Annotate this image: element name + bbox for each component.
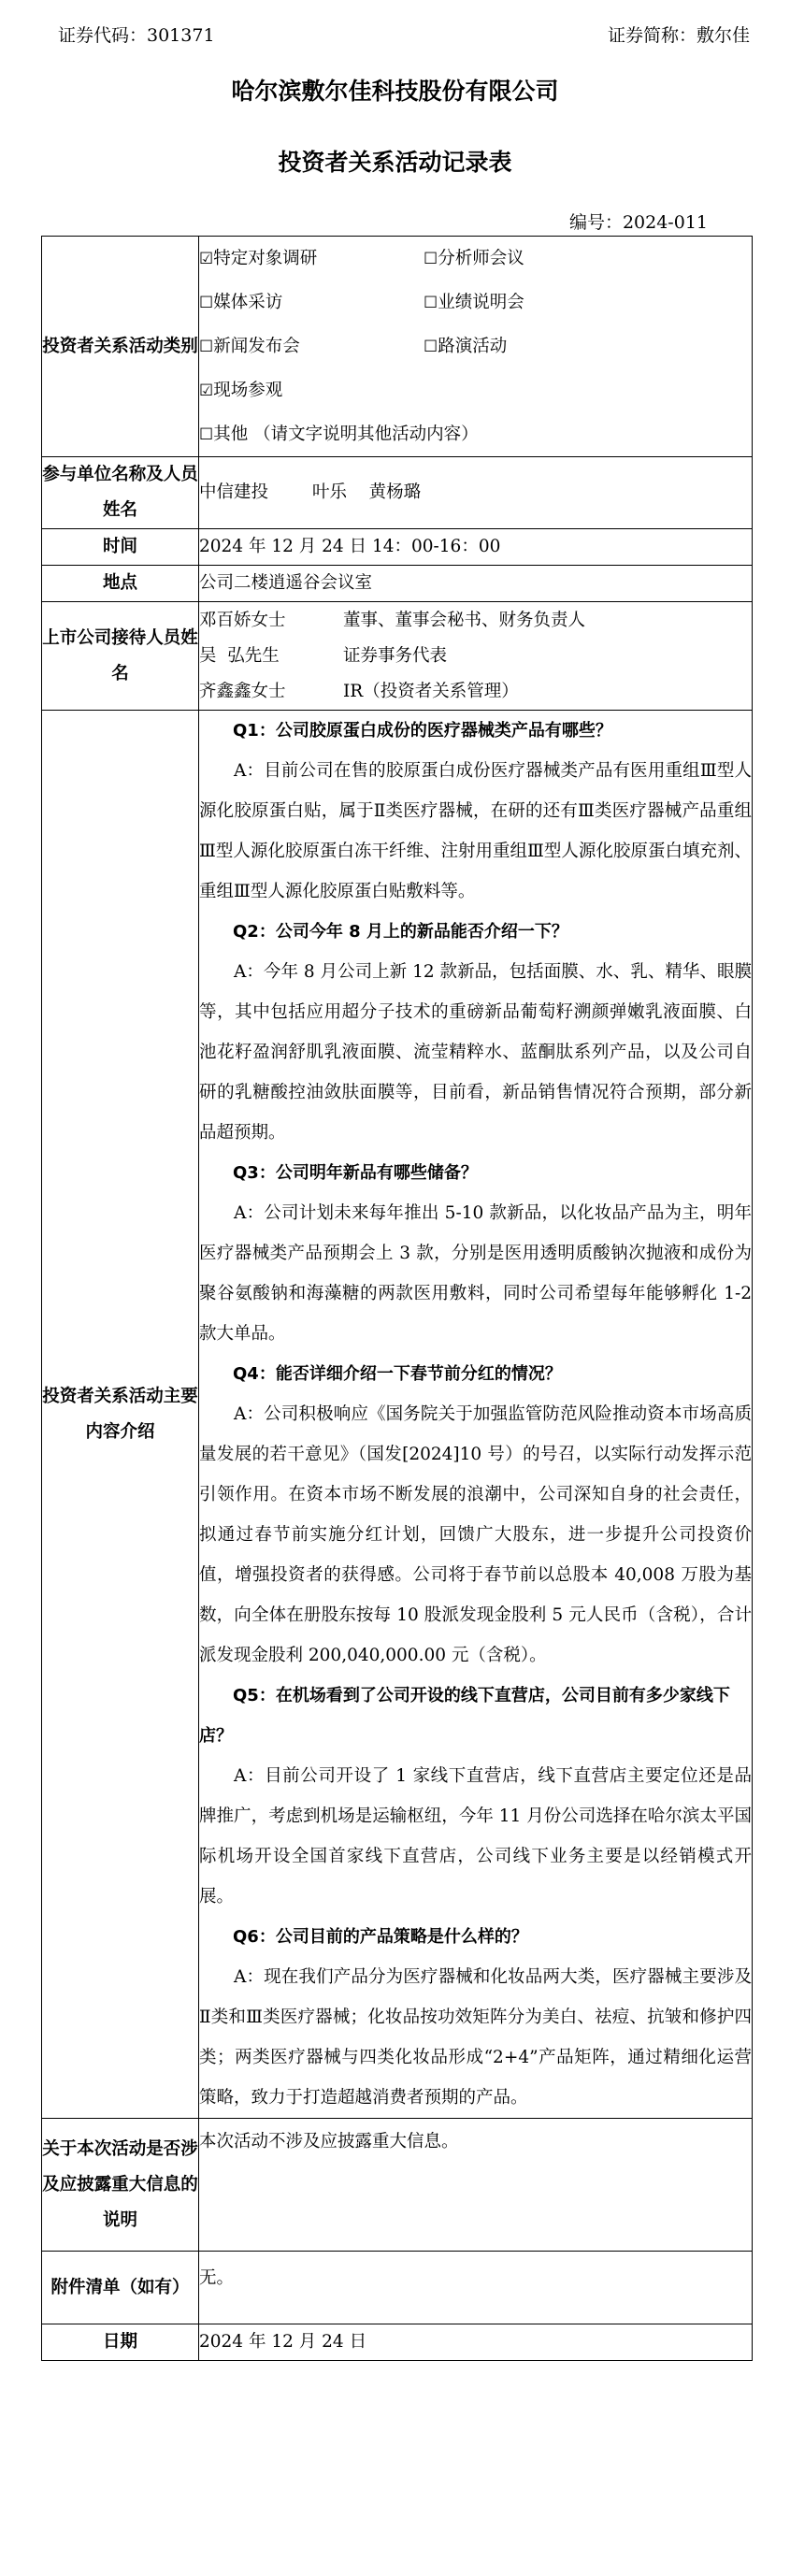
- question: Q5：在机场看到了公司开设的线下直营店，公司目前有多少家线下店？: [199, 1686, 730, 1746]
- label-participants: 参与单位名称及人员姓名: [42, 457, 199, 529]
- time-value: 2024 年 12 月 24 日 14：00-16：00: [199, 529, 753, 566]
- checked-box-icon: ☑: [199, 381, 214, 400]
- category-option: [199, 281, 424, 324]
- stock-abbreviation: 证券简称：敷尔佳: [607, 25, 750, 46]
- unchecked-box-icon: ☐: [199, 338, 214, 356]
- label-time: 时间: [42, 529, 199, 566]
- answer: A：公司积极响应《国务院关于加强监管防范风险推动资本市场高质量发展的若干意见》（国发[2024]10 号）的号召，以实际行动发挥示范引领作用。在资本市场不断发展的浪潮中，公司深知自身的社会责任，拟通过春节前实施分红计划，回馈广大股东，进一步提升公司投资价值，增强投资者的获得感。公司将于春节前以总股本 40,008 万股为基数，向全体在册股东按每 10 股派发现金股利 5 元人民币（含税），合计派发现金股利 200,040,000.00 元（含税）。: [199, 1404, 752, 1665]
- record-table: [41, 236, 753, 2361]
- unchecked-box-icon: ☐: [199, 425, 214, 444]
- answer: A：现在我们产品分为医疗器械和化妆品两大类，医疗器械主要涉及Ⅱ类和Ⅲ类医疗器械；化妆品按功效矩阵分为美白、祛痘、抗皱和修护四类；两类医疗器械与四类化妆品形成“2+4”产品矩阵，通过精细化运营策略，致力于打造超越消费者预期的产品。: [199, 1967, 752, 2108]
- attachments-value: 无。: [199, 2252, 753, 2324]
- question: Q2：公司今年 8 月上的新品能否介绍一下？: [233, 922, 568, 942]
- participants-text: 中信建投 叶乐 黄杨璐: [199, 482, 422, 502]
- answer: A：目前公司在售的胶原蛋白成份医疗器械类产品有医用重组Ⅲ型人源化胶原蛋白贴，属于Ⅱ类医疗器械，在研的还有Ⅲ类医疗器械产品重组Ⅲ型人源化胶原蛋白冻干纤维、注射用重组Ⅲ型人源化胶原蛋白填充剂、重组Ⅲ型人源化胶原蛋白贴敷料等。: [199, 761, 752, 901]
- checked-box-icon: ☑: [199, 250, 214, 268]
- category-option: [199, 412, 741, 456]
- unchecked-box-icon: ☐: [424, 250, 438, 268]
- answer: A：目前公司开设了 1 家线下直营店，线下直营店主要定位还是品牌推广，考虑到机场是运输枢纽，今年 11 月份公司选择在哈尔滨太平国际机场开设全国首家线下直营店，公司线下业务主要是以经销模式开展。: [199, 1766, 752, 1907]
- document-header: [58, 17, 750, 54]
- date-value: 2024 年 12 月 24 日: [199, 2324, 753, 2361]
- row-time: [42, 529, 753, 566]
- receptionist-row: [199, 603, 752, 639]
- receptionist-row: [199, 674, 752, 710]
- serial-number: 编号：2024-011: [568, 212, 708, 233]
- row-attachments: [42, 2252, 753, 2324]
- unchecked-box-icon: ☐: [424, 338, 438, 356]
- receptionist-name: 邓百娇女士: [199, 610, 286, 630]
- row-content: [42, 711, 753, 2119]
- label-receptionists: 上市公司接待人员姓名: [42, 602, 199, 711]
- receptionist-row: [199, 639, 752, 674]
- category-option: [424, 281, 741, 324]
- receptionist-role: IR（投资者关系管理）: [343, 681, 519, 701]
- row-receptionists: [42, 602, 753, 711]
- row-date: [42, 2324, 753, 2361]
- label-location: 地点: [42, 566, 199, 602]
- receptionist-name: 吴 弘先生: [199, 645, 280, 666]
- qa-content: [199, 711, 753, 2119]
- category-option-label: 新闻发布会: [213, 337, 300, 356]
- label-content: 投资者关系活动主要内容介绍: [42, 711, 199, 2119]
- question: Q3：公司明年新品有哪些储备？: [233, 1163, 478, 1183]
- question: Q6：公司目前的产品策略是什么样的？: [233, 1927, 528, 1947]
- company-name: 哈尔滨敷尔佳科技股份有限公司: [231, 78, 559, 105]
- category-option-label: 媒体采访: [213, 293, 283, 312]
- row-disclosure: [42, 2119, 753, 2252]
- unchecked-box-icon: ☐: [424, 294, 438, 312]
- receptionists-list: [199, 602, 753, 711]
- disclosure-value: 本次活动不涉及应披露重大信息。: [199, 2119, 753, 2252]
- participants-value: [199, 457, 753, 529]
- location-value: 公司二楼逍遥谷会议室: [199, 566, 753, 602]
- question: Q4：能否详细介绍一下春节前分红的情况？: [233, 1364, 562, 1384]
- label-category: 投资者关系活动类别: [42, 237, 199, 457]
- category-option-label: 路演活动: [438, 337, 508, 356]
- document-title: 投资者关系活动记录表: [278, 149, 512, 176]
- row-category: [42, 237, 753, 457]
- receptionist-name: 齐鑫鑫女士: [199, 681, 286, 701]
- category-option: [424, 324, 741, 368]
- question: Q1：公司胶原蛋白成份的医疗器械类产品有哪些？: [233, 721, 612, 741]
- category-option-label: 其他 （请文字说明其他活动内容）: [213, 425, 479, 444]
- label-disclosure: 关于本次活动是否涉及应披露重大信息的说明: [42, 2119, 199, 2252]
- answer: A：公司计划未来每年推出 5-10 款新品，以化妆品产品为主，明年医疗器械类产品预期会上 3 款，分别是医用透明质酸钠次抛液和成份为聚谷氨酸钠和海藻糖的两款医用敷料，同时公司希望每年能够孵化 1-2 款大单品。: [199, 1203, 752, 1344]
- category-option: [199, 368, 741, 412]
- label-attachments: 附件清单（如有）: [42, 2252, 199, 2324]
- receptionist-role: 证券事务代表: [343, 645, 448, 666]
- category-option-label: 分析师会议: [438, 249, 524, 268]
- category-option-label: 业绩说明会: [438, 293, 524, 312]
- category-option-label: 现场参观: [213, 381, 283, 400]
- category-option: [199, 237, 424, 281]
- row-participants: [42, 457, 753, 529]
- label-date: 日期: [42, 2324, 199, 2361]
- category-option: [199, 324, 424, 368]
- unchecked-box-icon: ☐: [199, 294, 214, 312]
- answer: A：今年 8 月公司上新 12 款新品，包括面膜、水、乳、精华、眼膜等，其中包括应用超分子技术的重磅新品葡萄籽溯颜弹嫩乳液面膜、白池花籽盈润舒肌乳液面膜、流莹精粹水、蓝酮肽系列产品，以及公司自研的乳糖酸控油敛肤面膜等，目前看，新品销售情况符合预期，部分新品超预期。: [199, 962, 752, 1143]
- category-option-label: 特定对象调研: [213, 249, 318, 268]
- category-option: [424, 237, 741, 281]
- row-location: [42, 566, 753, 602]
- stock-code: 证券代码：301371: [58, 25, 215, 46]
- category-options: [199, 237, 753, 457]
- receptionist-role: 董事、董事会秘书、财务负责人: [343, 610, 586, 630]
